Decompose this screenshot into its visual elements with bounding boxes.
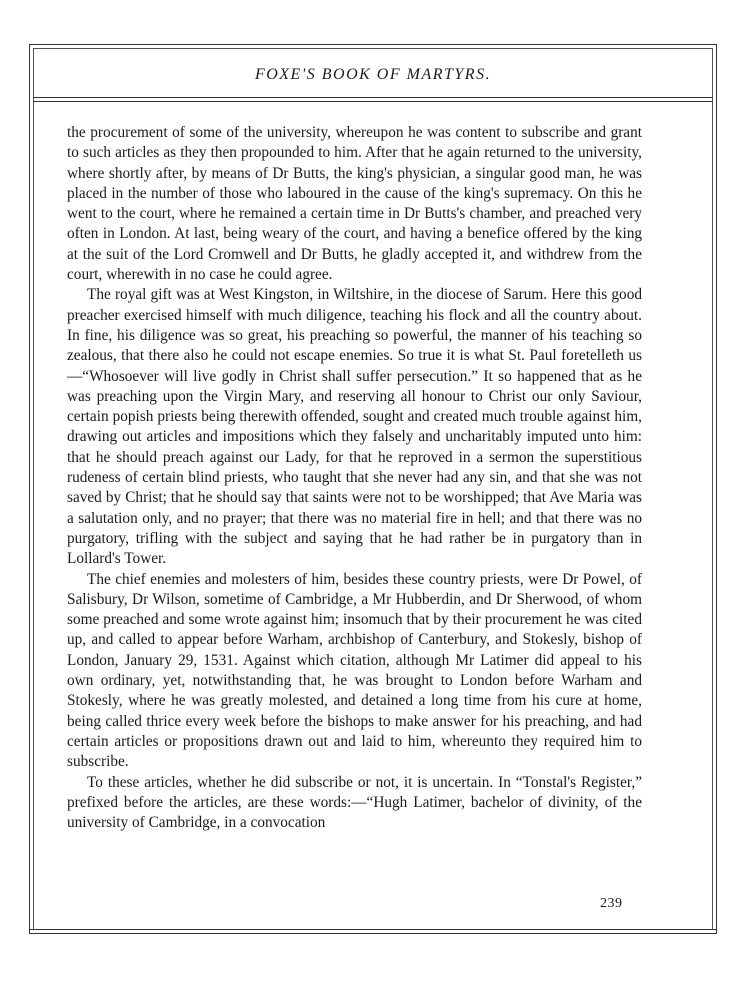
- body-text: [67, 123, 642, 833]
- paragraph: To these articles, whether he did subscribe or not, it is uncertain. In “Tonstal's Register,” prefixed before the articles, are these words:—“Hugh Latimer, bachelor of divinity, of the university of Cambridge, in a convocation: [67, 773, 642, 832]
- footer-rule: [29, 929, 717, 930]
- page-number: 239: [600, 896, 623, 911]
- running-head: FOXE'S BOOK OF MARTYRS.: [254, 66, 492, 83]
- header-rule: [33, 97, 713, 98]
- footer-rule: [29, 933, 717, 934]
- paragraph: the procurement of some of the university, whereupon he was content to subscribe and grant to such articles as they then propounded to him. After that he again returned to the university, where shortly after, by means of Dr Butts, the king's physician, a singular good man, he was placed in the number of those who laboured in the cause of the king's supremacy. On this he went to the court, where he remained a certain time in Dr Butts's chamber, and preached very often in London. At last, being weary of the court, and having a benefice offered by the king at the suit of the Lord Cromwell and Dr Butts, he gladly accepted it, and withdrew from the court, wherewith in no case he could agree.: [67, 124, 642, 284]
- header-rule: [33, 101, 713, 102]
- paragraph: The royal gift was at West Kingston, in Wiltshire, in the diocese of Sarum. Here this good preacher exercised himself with much diligence, teaching his flock and all the country about. In fine, his diligence was so great, his preaching so powerful, the manner of his teaching so zealous, that there also he could not escape enemies. So true it is what St. Paul foretelleth us—“Whosoever will live godly in Christ shall suffer persecution.” It so happened that as he was preaching upon the Virgin Mary, and reserving all honour to Christ our only Saviour, certain popish priests being therewith offended, sought and created much trouble against him, drawing out articles and impositions which they falsely and uncharitably imputed unto him: that he should preach against our Lady, for that he reproved in a sermon the superstitious rudeness of certain blind priests, who taught that she never had any sin, and that she was not saved by Christ; that he should say that saints were not to be worshipped; that Ave Maria was a salutation only, and no prayer; that there was no material fire in hell; and that there was no purgatory, trifling with the subject and saying that he had rather be in purgatory than in Lollard's Tower.: [67, 286, 642, 568]
- paragraph: The chief enemies and molesters of him, besides these country priests, were Dr Powel, of Salisbury, Dr Wilson, sometime of Cambridge, a Mr Hubberdin, and Dr Sherwood, of whom some preached and some wrote against him; insomuch that by their procurement he was cited up, and called to appear before Warham, archbishop of Canterbury, and Stokesly, bishop of London, January 29, 1531. Against which citation, although Mr Latimer did appeal to his own ordinary, yet, notwithstanding that, he was brought to London before Warham and Stokesly, where he was greatly molested, and detained a long time from his cure at home, being called thrice every week before the bishops to make answer for his preaching, and had certain articles or propositions drawn out and laid to him, whereunto they required him to subscribe.: [67, 570, 642, 771]
